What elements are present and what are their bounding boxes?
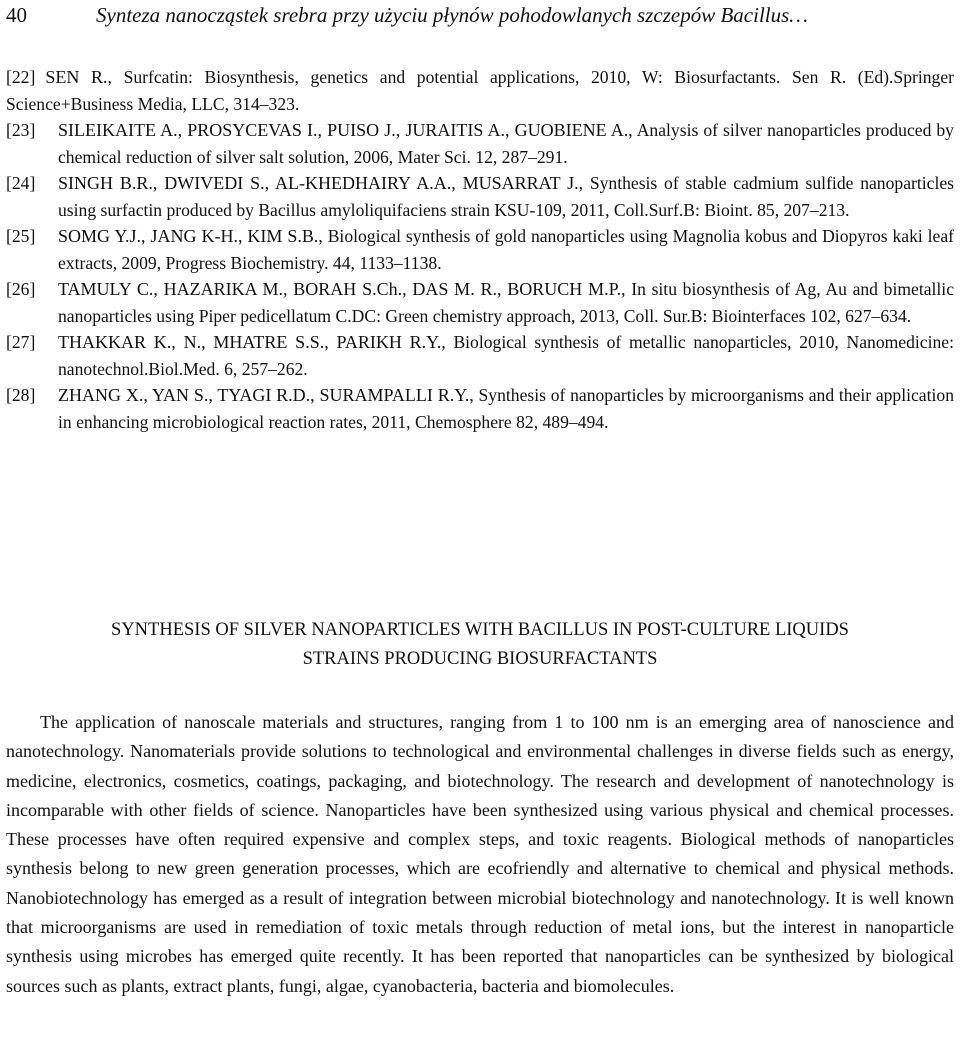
reference-item xyxy=(6,223,954,276)
reference-number: [27] xyxy=(6,332,36,352)
reference-authors: ZHANG X., YAN S., TYAGI R.D., SURAMPALLI R.Y. xyxy=(58,385,470,405)
section-title xyxy=(0,616,960,674)
reference-authors: SINGH B.R., DWIVEDI S., AL-KHEDHAIRY A.A., MUSARRAT J. xyxy=(58,173,579,193)
reference-item xyxy=(6,276,954,329)
reference-text: , Surfcatin: Biosynthesis, genetics and potential applications, 2010, W: Biosurfactants. Sen R. (Ed).Springer Science+Business Media, LLC, 314–323. xyxy=(6,67,954,114)
section-title-line-1: SYNTHESIS OF SILVER NANOPARTICLES WITH BACILLUS IN POST-CULTURE LIQUIDS xyxy=(111,620,849,640)
reference-number: [28] xyxy=(6,385,36,405)
reference-text: , In situ biosynthesis of Ag, Au and bimetallic nanoparticles using Piper pedicellatum C.DC: Green chemistry approach, 2013, Coll. Sur.B: Biointerfaces 102, 627–634. xyxy=(58,279,955,326)
reference-text: , Biological synthesis of gold nanoparticles using Magnolia kobus and Diopyros kaki leaf extracts, 2009, Progress Biochemistry. 44, 1133–1138. xyxy=(58,226,954,273)
reference-item xyxy=(6,117,954,170)
reference-number: [23] xyxy=(6,120,36,140)
reference-item xyxy=(6,64,954,117)
reference-number: [24] xyxy=(6,173,36,193)
reference-authors: SEN R. xyxy=(45,67,108,87)
reference-item xyxy=(6,382,954,435)
reference-authors: TAMULY C., HAZARIKA M., BORAH S.Ch., DAS M. R., BORUCH M.P. xyxy=(58,279,622,299)
reference-authors: SOMG Y.J., JANG K-H., KIM S.B. xyxy=(58,226,319,246)
reference-text: , Synthesis of nanoparticles by microorganisms and their application in enhancing microbiological reaction rates, 2011, Chemosphere 82, 489–494. xyxy=(58,385,954,432)
reference-authors: THAKKAR K., N., MHATRE S.S., PARIKH R.Y. xyxy=(58,332,442,352)
reference-text: , Biological synthesis of metallic nanoparticles, 2010, Nanomedicine: nanotechnol.Biol.Med. 6, 257–262. xyxy=(58,332,954,379)
reference-number: [22] xyxy=(6,67,36,87)
reference-item xyxy=(6,329,954,382)
page-number: 40 xyxy=(6,3,27,27)
running-title: Synteza nanocząstek srebra przy użyciu płynów pohodowlanych szczepów Bacillus… xyxy=(96,3,808,27)
reference-text: , Analysis of silver nanoparticles produced by chemical reduction of silver salt solution, 2006, Mater Sci. 12, 287–291. xyxy=(58,120,954,167)
reference-list xyxy=(6,64,954,435)
reference-number: [26] xyxy=(6,279,36,299)
reference-text: , Synthesis of stable cadmium sulfide nanoparticles using surfactin produced by Bacillus amyloliquifaciens strain KSU-109, 2011, Coll.Surf.B: Bioint. 85, 207–213. xyxy=(58,173,954,220)
reference-authors: SILEIKAITE A., PROSYCEVAS I., PUISO J., JURAITIS A., GUOBIENE A. xyxy=(58,120,629,140)
running-head xyxy=(6,2,946,28)
abstract-paragraph: The application of nanoscale materials and structures, ranging from 1 to 100 nm is an emerging area of nanoscience and nanotechnology. Nanomaterials provide solutions to technological and environmental challenges in diverse fields such as energy, medicine, electronics, cosmetics, coatings, packaging, and biotechnology. The research and development of nanotechnology is incomparable with other fields of science. Nanoparticles have been synthesized using various physical and chemical processes. These processes have often required expensive and complex steps, and toxic reagents. Biological methods of nanoparticles synthesis belong to new green generation processes, which are ecofriendly and alternative to chemical and physical methods. Nanobiotechnology has emerged as a result of integration between microbial biotechnology and nanotechnology. It is well known that microorganisms are used in remediation of toxic metals through reduction of metal ions, but the interest in nanoparticle synthesis using microbes has emerged quite recently. It has been reported that nanoparticles can be synthesized by biological sources such as plants, extract plants, fungi, algae, cyanobacteria, bacteria and biomolecules. xyxy=(6,712,954,996)
section-title-line-2: STRAINS PRODUCING BIOSURFACTANTS xyxy=(302,649,658,669)
reference-item xyxy=(6,170,954,223)
reference-number: [25] xyxy=(6,226,36,246)
